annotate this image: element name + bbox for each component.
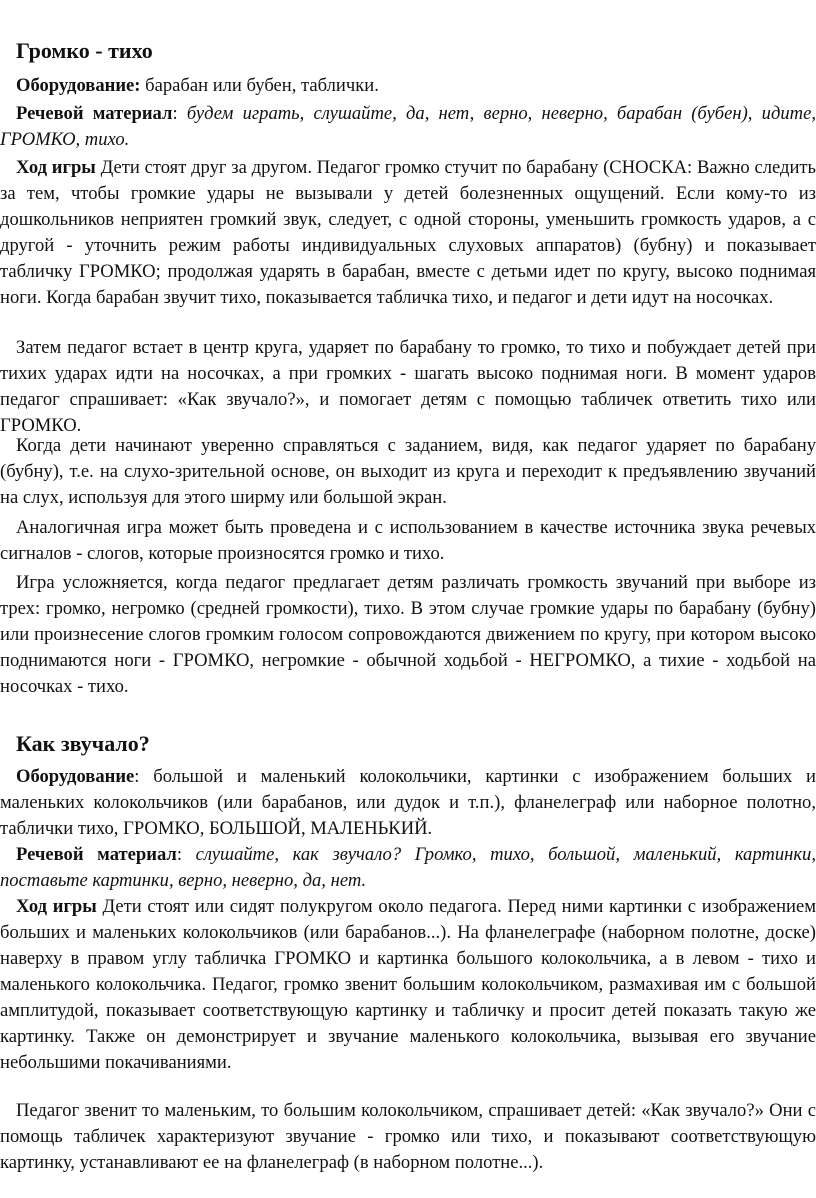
equipment-label-2: Оборудование	[16, 766, 135, 787]
paragraph-complication: Игра усложняется, когда педагог предлагает детям различать громкость звучаний при выборе из трех: громко, негромко (средней громкости), тихо. В этом случае громкие удары по барабану (бубну) или произнесение слогов громким голосом сопровождаются движением по кругу, при котором высоко поднимаются ноги - ГРОМКО, негромкие - обычной ходьбой - НЕГРОМКО, а тихие - ходьбой на носочках - тихо.	[0, 572, 816, 697]
equipment-text: барабан или бубен, таблички.	[140, 75, 379, 96]
paragraph-bells-alternating: Педагог звенит то маленьким, то большим колокольчиком, спрашивает детей: «Как звучало?» Они с помощь табличек характеризуют звучание - громко или тихо, и показывают соответствующую картинку, устанавливают ее на фланелеграф (в наборном полотне...).	[0, 1100, 816, 1173]
game-procedure-paragraph	[0, 155, 816, 311]
game-procedure-text-2: Дети стоят или сидят полукругом около педагога. Перед ними картинки с изображением больших и маленьких колокольчиков (или барабанов...). На фланелеграфе (наборном полотне, доске) наверху в правом углу табличка ГРОМКО и картинка большого колокольчика, а в левом - тихо и маленького колокольчика. Педагог, громко звенит большим колокольчиком, размахивая им с большой амплитудой, показывает соответствующую картинку и табличку и просит детей показать такую же картинку. Также он демонстрирует и звучание маленького колокольчика, вызывая его звучание небольшими покачиваниями.	[0, 896, 816, 1073]
section-title-how-it-sounded: Как звучало?	[16, 731, 150, 756]
paragraph-similar-game: Аналогичная игра может быть проведена и с использованием в качестве источника звука речевых сигналов - слогов, которые произносятся громко и тихо.	[0, 517, 816, 564]
equipment-label: Оборудование:	[16, 75, 141, 96]
equipment-paragraph	[0, 73, 816, 99]
section-title-loud-quiet: Громко - тихо	[16, 38, 153, 63]
speech-material-label: Речевой материал	[16, 103, 173, 124]
speech-material-label-2: Речевой материал	[16, 844, 177, 865]
game-procedure-text: Дети стоят друг за другом. Педагог громко стучит по барабану (СНОСКА: Важно следить за тем, чтобы громкие удары не вызывали у детей болезненных ощущений. Если кому-то из дошкольников неприятен громкий звук, следует, с одной стороны, уменьшить громкость ударов, а с другой - уточнить режим работы индивидуальных слуховых аппаратов) (бубну) и показывает табличку ГРОМКО; продолжая ударять в барабан, вместе с детьми идет по кругу, высоко поднимая ноги. Когда барабан звучит тихо, показывается табличка тихо, и педагог и дети идут на носочках.	[0, 157, 816, 308]
speech-material-colon-2: :	[176, 844, 196, 865]
game-procedure-label-2: Ход игры	[16, 896, 97, 917]
paragraph-confident: Когда дети начинают уверенно справляться с заданием, видя, как педагог ударяет по барабану (бубну), т.е. на слухо-зрительной основе, он выходит из круга и переходит к предъявлению звучаний на слух, используя для этого ширму или большой экран.	[0, 435, 816, 508]
equipment-text-2: : большой и маленький колокольчики, картинки с изображением больших и маленьких колокольчиков (или барабанов, или дудок и т.п.), фланелеграф или наборное полотно, таблички тихо, ГРОМКО, БОЛЬШОЙ, МАЛЕНЬКИЙ.	[0, 766, 816, 839]
paragraph-center-circle: Затем педагог встает в центр круга, ударяет по барабану то громко, то тихо и побуждает детей при тихих ударах идти на носочках, а при громких - шагать высоко поднимая ноги. В момент ударов педагог спрашивает: «Как звучало?», и помогает детям с помощью табличек ответить тихо или ГРОМКО.	[0, 337, 816, 436]
speech-material-text: будем играть, слушайте, да, нет, верно, неверно, барабан (бубен), идите, ГРОМКО, тихо.	[0, 103, 816, 150]
game-procedure-paragraph-2	[0, 894, 816, 1076]
game-procedure-label: Ход игры	[16, 157, 96, 178]
speech-material-paragraph-2	[0, 842, 816, 894]
equipment-paragraph-2	[0, 764, 816, 842]
speech-material-colon: :	[172, 103, 187, 124]
speech-material-paragraph	[0, 101, 816, 153]
speech-material-text-2: слушайте, как звучало? Громко, тихо, большой, маленький, картинки, поставьте картинки, верно, неверно, да, нет.	[0, 844, 816, 891]
